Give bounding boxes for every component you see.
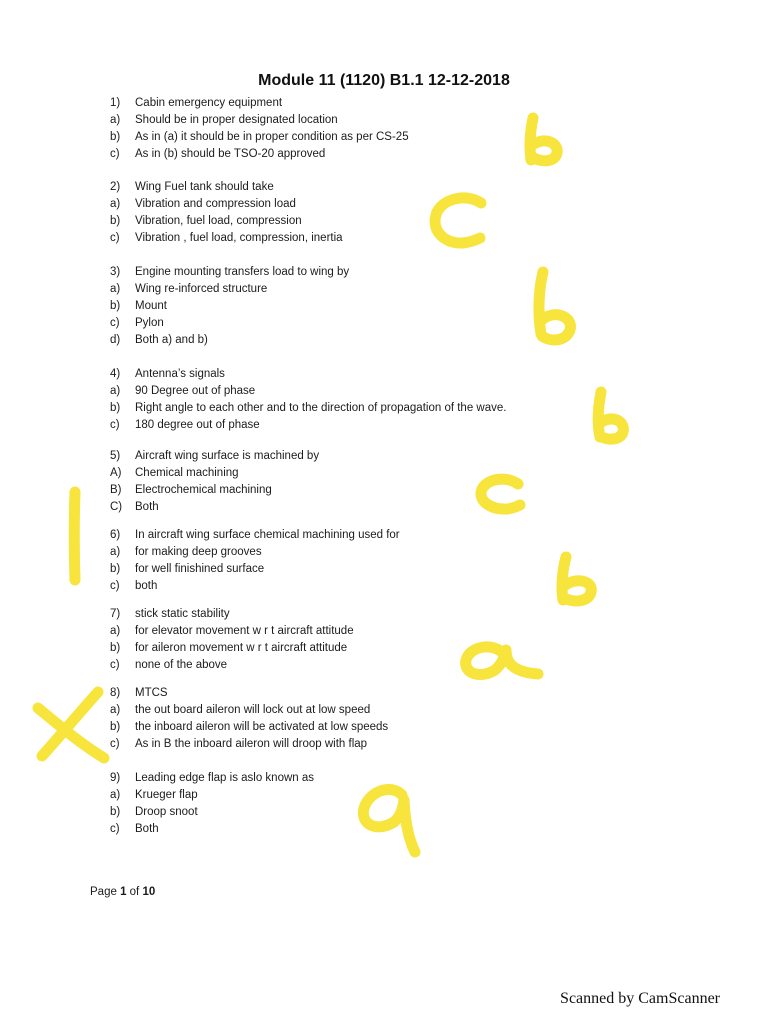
answer-option [110,499,630,516]
option-text: for making deep grooves [135,546,262,558]
option-label: a) [110,546,121,558]
question-block [110,264,630,349]
option-label: C) [110,501,123,513]
question-number: 1) [110,97,121,109]
option-label: a) [110,385,121,397]
question-number: 9) [110,772,121,784]
option-text: the out board aileron will lock out at low speed [135,704,371,716]
option-text: Vibration, fuel load, compression [135,215,302,227]
question-number: 4) [110,368,121,380]
question-text: MTCS [135,687,168,699]
option-label: c) [110,419,120,431]
question-block [110,770,630,838]
question-stem [110,527,630,544]
question-text: Antenna’s signals [135,368,225,380]
option-text: Pylon [135,317,164,329]
question-text: stick static stability [135,608,230,620]
option-text: As in (b) should be TSO-20 approved [135,148,326,160]
question-block [110,685,630,753]
option-label: a) [110,283,121,295]
option-label: b) [110,642,121,654]
question-stem [110,770,630,787]
question-text: Engine mounting transfers load to wing by [135,266,350,278]
option-label: b) [110,563,121,575]
option-label: c) [110,659,120,671]
option-label: c) [110,738,120,750]
question-stem [110,366,630,383]
page-of: of [126,886,143,898]
question-stem [110,685,630,702]
question-number: 2) [110,181,121,193]
option-text: Vibration , fuel load, compression, inertia [135,232,343,244]
answer-option [110,213,630,230]
option-label: c) [110,580,120,592]
question-text: In aircraft wing surface chemical machining used for [135,529,400,541]
option-label: b) [110,215,121,227]
option-label: b) [110,131,121,143]
answer-option [110,702,630,719]
question-number: 5) [110,450,121,462]
option-label: c) [110,232,120,244]
option-label: b) [110,300,121,312]
option-text: Right angle to each other and to the direction of propagation of the wave. [135,402,507,414]
answer-option [110,465,630,482]
answer-option [110,400,630,417]
option-text: 180 degree out of phase [135,419,260,431]
option-text: As in (a) it should be in proper condition as per CS-25 [135,131,409,143]
answer-option [110,719,630,736]
option-label: a) [110,625,121,637]
question-block [110,366,630,434]
option-text: Should be in proper designated location [135,114,338,126]
option-text: Krueger flap [135,789,198,801]
option-text: Both [135,823,159,835]
option-label: c) [110,317,120,329]
page-current: 1 [120,886,127,898]
option-label: d) [110,334,121,346]
option-label: b) [110,402,121,414]
option-text: Both a) and b) [135,334,208,346]
option-text: Both [135,501,159,513]
answer-option [110,578,630,595]
camscanner-watermark: Scanned by CamScanner [560,990,720,1007]
answer-option [110,281,630,298]
option-text: Electrochemical machining [135,484,272,496]
answer-option [110,482,630,499]
option-text: Vibration and compression load [135,198,296,210]
page-prefix: Page [90,886,121,898]
question-block [110,606,630,674]
question-stem [110,448,630,465]
answer-option [110,657,630,674]
option-text: As in B the inboard aileron will droop with flap [135,738,368,750]
option-label: B) [110,484,122,496]
question-stem [110,179,630,196]
answer-option [110,804,630,821]
option-label: b) [110,806,121,818]
answer-option [110,129,630,146]
option-label: a) [110,114,121,126]
question-number: 8) [110,687,121,699]
answer-option [110,736,630,753]
option-label: a) [110,704,121,716]
option-text: Chemical machining [135,467,239,479]
page-total: 10 [142,886,156,898]
option-label: c) [110,823,120,835]
answer-option [110,544,630,561]
answer-option [110,787,630,804]
question-text: Leading edge flap is aslo known as [135,772,315,784]
option-label: b) [110,721,121,733]
question-block [110,95,630,163]
answer-option [110,112,630,129]
option-text: Mount [135,300,167,312]
option-text: the inboard aileron will be activated at low speeds [135,721,389,733]
option-label: c) [110,148,120,160]
answer-option [110,821,630,838]
option-text: 90 Degree out of phase [135,385,256,397]
answer-option [110,417,630,434]
question-text: Aircraft wing surface is machined by [135,450,320,462]
question-block [110,527,630,595]
answer-option [110,298,630,315]
question-block [110,179,630,247]
answer-option [110,383,630,400]
question-number: 6) [110,529,121,541]
answer-option [110,332,630,349]
mark-cross-q8 [38,692,104,758]
question-number: 7) [110,608,121,620]
answer-option [110,561,630,578]
option-text: both [135,580,158,592]
mark-vertical-line [74,492,75,580]
option-text: Droop snoot [135,806,198,818]
question-stem [110,606,630,623]
answer-option [110,230,630,247]
question-stem [110,95,630,112]
answer-option [110,640,630,657]
question-block [110,448,630,516]
page-number [90,886,155,898]
option-text: Wing re-inforced structure [135,283,268,295]
option-label: a) [110,198,121,210]
answer-option [110,315,630,332]
question-text: Cabin emergency equipment [135,97,283,109]
page-title: Module 11 (1120) B1.1 12-12-2018 [258,72,510,89]
option-label: A) [110,467,122,479]
answer-option [110,196,630,213]
question-text: Wing Fuel tank should take [135,181,274,193]
answer-option [110,146,630,163]
option-text: none of the above [135,659,228,671]
answer-option [110,623,630,640]
option-label: a) [110,789,121,801]
option-text: for elevator movement w r t aircraft attitude [135,625,354,637]
option-text: for well finishined surface [135,563,265,575]
question-stem [110,264,630,281]
question-number: 3) [110,266,121,278]
option-text: for aileron movement w r t aircraft attitude [135,642,348,654]
